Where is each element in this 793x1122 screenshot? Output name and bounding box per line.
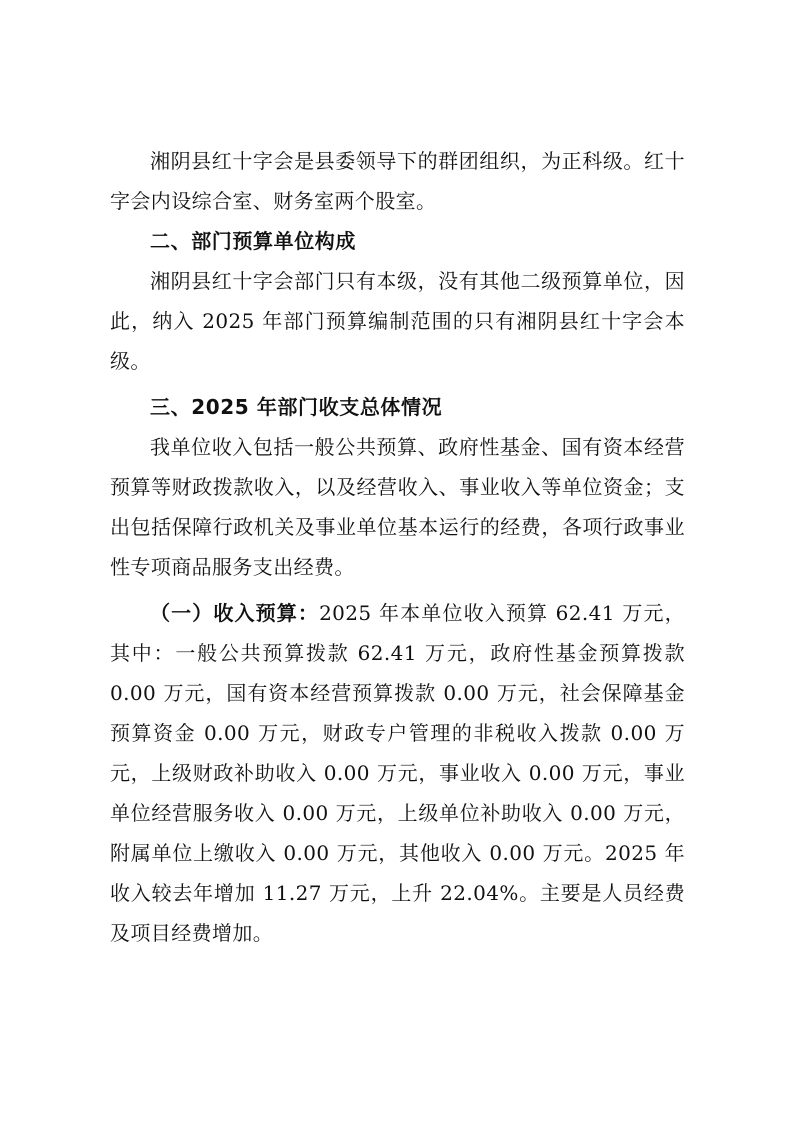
income-expenditure-paragraph: 我单位收入包括一般公共预算、政府性基金、国有资本经营预算等财政拨款收入，以及经营收入、事业收入等单位资金；支出包括保障行政机关及事业单位基本运行的经费，各项行政事业性专项商品服务支出经费。 — [110, 435, 685, 579]
income-budget-paragraph — [110, 593, 685, 953]
income-budget-body: 2025 年本单位收入预算 62.41 万元，其中：一般公共预算拨款 62.41 万元，政府性基金预算拨款 0.00 万元，国有资本经营预算拨款 0.00 万元，社会保障基金预算资金 0.00 万元，财政专户管理的非税收入拨款 0.00 万元，上级财政补助收入 0.00 万元，事业收入 0.00 万元，事业单位经营服务收入 0.00 万元，上级单位补助收入 0.00 万元，附属单位上缴收入 0.00 万元，其他收入 0.00 万元。2025 年收入较去年增加 11.27 万元，上升 22.04%。主要是人员经费及项目经费增加。 — [110, 601, 685, 945]
document-page — [110, 141, 685, 953]
income-budget-lead: （一）收入预算： — [150, 601, 320, 625]
section-heading-budget-units: 二、部门预算单位构成 — [150, 229, 356, 253]
section-heading-income-expenditure: 三、2025 年部门收支总体情况 — [150, 395, 443, 419]
budget-units-paragraph: 湘阴县红十字会部门只有本级，没有其他二级预算单位，因此，纳入 2025 年部门预算编制范围的只有湘阴县红十字会本级。 — [110, 269, 685, 373]
intro-paragraph: 湘阴县红十字会是县委领导下的群团组织，为正科级。红十字会内设综合室、财务室两个股室。 — [110, 149, 685, 213]
